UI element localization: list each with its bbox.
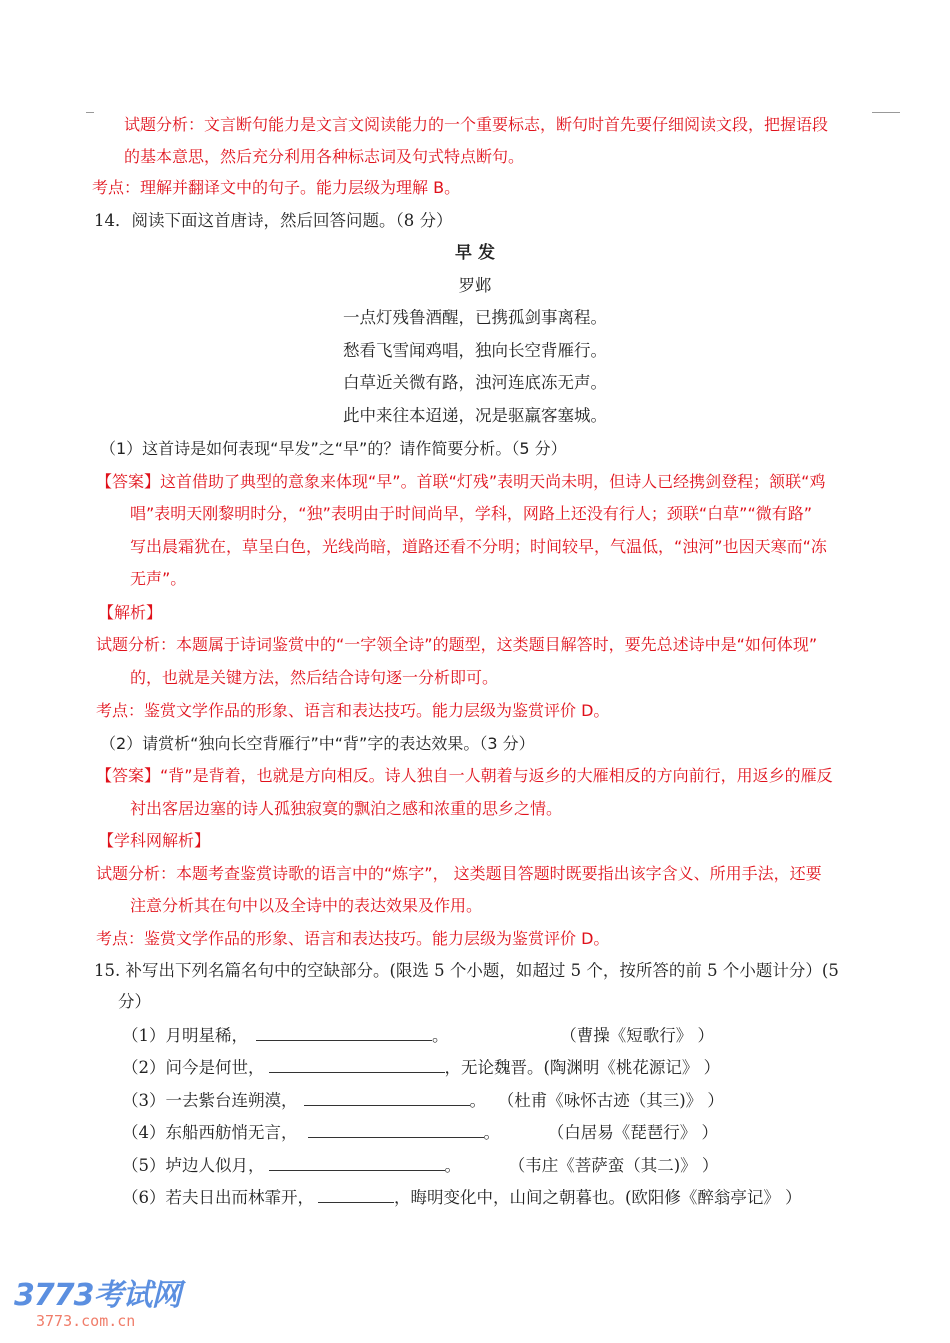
- q14-sub1-question: （1）这首诗是如何表现“早发”之“早”的？请作简要分析。（5 分）: [100, 439, 567, 458]
- q15-stem-line2: 分）: [118, 992, 151, 1011]
- item-source: (陶渊明《桃花源记》 ）: [543, 1058, 721, 1077]
- item-source: (欧阳修《醉翁亭记》 ）: [625, 1188, 802, 1207]
- item-source: （白居易《琵琶行》 ）: [556, 1123, 718, 1142]
- q13-analysis-line2: 的基本意思，然后充分利用各种标志词及句式特点断句。: [124, 147, 525, 166]
- q14-sub1-answer-line: 无声”。: [130, 569, 187, 588]
- header-rule-left: [86, 112, 94, 113]
- q14-sub1-answer-line: 唱”表明天刚黎明时分，“独”表明由于时间尚早，学科，网路上还没有行人；颈联“白草”“微有路”: [130, 504, 813, 523]
- answer-blank[interactable]: [269, 1154, 445, 1171]
- item-suffix: 。: [444, 1156, 461, 1175]
- q14-stem: 14．阅读下面这首唐诗，然后回答问题。（8 分）: [94, 211, 453, 230]
- q14-sub1-jiexi-label: 【解析】: [98, 603, 163, 622]
- item-suffix: ，无论魏晋。: [444, 1058, 544, 1077]
- footer-logo: [14, 1280, 181, 1330]
- poem-line: 白草近关微有路，浊河连底冻无声。: [343, 373, 607, 392]
- q15-item: [122, 1024, 714, 1047]
- logo-main-text: 3773考试网: [14, 1278, 181, 1313]
- item-prefix: （5）垆边人似月，: [122, 1156, 265, 1175]
- q15-item: [122, 1121, 718, 1144]
- q14-sub2-answer-line2: 衬出客居边塞的诗人孤独寂寞的飘泊之感和浓重的思乡之情。: [130, 799, 563, 818]
- answer-blank[interactable]: [269, 1056, 445, 1073]
- q13-analysis-line1: 试题分析：文言断句能力是文言文阅读能力的一个重要标志，断句时首先要仔细阅读文段，把握语段: [124, 115, 829, 134]
- item-prefix: （1）月明星稀，: [122, 1026, 248, 1045]
- poem-line: 此中来往本迢递，况是驱羸客塞城。: [343, 406, 607, 425]
- q14-sub1-analysis-line1: 试题分析：本题属于诗词鉴赏中的“一字领全诗”的题型，这类题目解答时，要先总述诗中是“如何体现”: [96, 635, 818, 654]
- q14-sub1-analysis-line2: 的，也就是关键方法，然后结合诗句逐一分析即可。: [130, 668, 499, 687]
- answer-blank[interactable]: [256, 1024, 432, 1041]
- answer-blank[interactable]: [308, 1121, 484, 1138]
- item-suffix: 。: [432, 1026, 449, 1045]
- item-suffix: 。: [483, 1123, 500, 1142]
- answer-blank[interactable]: [318, 1186, 394, 1203]
- poem-author: 罗邺: [458, 276, 492, 295]
- q14-sub2-analysis-line2: 注意分析其在句中以及全诗中的表达效果及作用。: [130, 896, 483, 915]
- poem-title: 早 发: [455, 243, 495, 263]
- q14-sub2-jiexi-label: 【学科网解析】: [98, 831, 211, 850]
- q15-item: [122, 1056, 720, 1079]
- q14-sub1-answer-line: 【答案】这首借助了典型的意象来体现“早”。首联“灯残”表明天尚未明，但诗人已经携剑登程；颔联“鸡: [96, 472, 826, 491]
- answer-blank[interactable]: [304, 1089, 470, 1106]
- q15-item: [122, 1186, 802, 1209]
- q14-sub1-kaodian: 考点：鉴赏文学作品的形象、语言和表达技巧。能力层级为鉴赏评价 D。: [96, 701, 610, 720]
- item-prefix: （3）一去紫台连朔漠，: [122, 1091, 298, 1110]
- poem-line: 一点灯残鲁酒醒，已携孤剑事离程。: [343, 308, 607, 327]
- item-suffix: ，晦明变化中，山间之朝暮也。: [394, 1188, 625, 1207]
- item-source: （韦庄《菩萨蛮（其二)》 ）: [517, 1156, 719, 1175]
- q14-sub2-kaodian: 考点：鉴赏文学作品的形象、语言和表达技巧。能力层级为鉴赏评价 D。: [96, 929, 610, 948]
- poem-line: 愁看飞雪闻鸡唱，独向长空背雁行。: [343, 341, 607, 360]
- logo-url-text: 3773.com.cn: [36, 1312, 136, 1330]
- q15-item: [122, 1154, 718, 1177]
- q14-sub1-answer-line: 写出晨霜犹在，草呈白色，光线尚暗，道路还看不分明；时间较早，气温低，“浊河”也因天寒而“冻: [130, 537, 827, 556]
- q13-kaodian: 考点：理解并翻译文中的句子。能力层级为理解 B。: [92, 178, 461, 197]
- item-suffix: 。: [469, 1091, 486, 1110]
- q15-stem-line1: 15. 补写出下列名篇名句中的空缺部分。(限选 5 个小题，如超过 5 个，按所答的前 5 个小题计分）(5: [94, 961, 839, 980]
- item-source: （曹操《短歌行》 ）: [568, 1026, 714, 1045]
- item-prefix: （4）东船西舫悄无言，: [122, 1123, 298, 1142]
- q15-item: [122, 1089, 724, 1112]
- q14-sub2-analysis-line1: 试题分析：本题考查鉴赏诗歌的语言中的“炼字”， 这类题目答题时既要指出该字含义、所用手法，还要: [96, 864, 822, 883]
- item-source: （杜甫《咏怀古迹（其三)》 ）: [506, 1091, 724, 1110]
- item-prefix: （6）若夫日出而林霏开，: [122, 1188, 314, 1207]
- q14-sub2-answer-line1: 【答案】“背”是背着，也就是方向相反。诗人独自一人朝着与返乡的大雁相反的方向前行，用返乡的雁反: [96, 766, 833, 785]
- q14-sub2-question: （2）请赏析“独向长空背雁行”中“背”字的表达效果。（3 分）: [100, 734, 535, 753]
- header-rule-right: [872, 112, 900, 113]
- item-prefix: （2）问今是何世，: [122, 1058, 265, 1077]
